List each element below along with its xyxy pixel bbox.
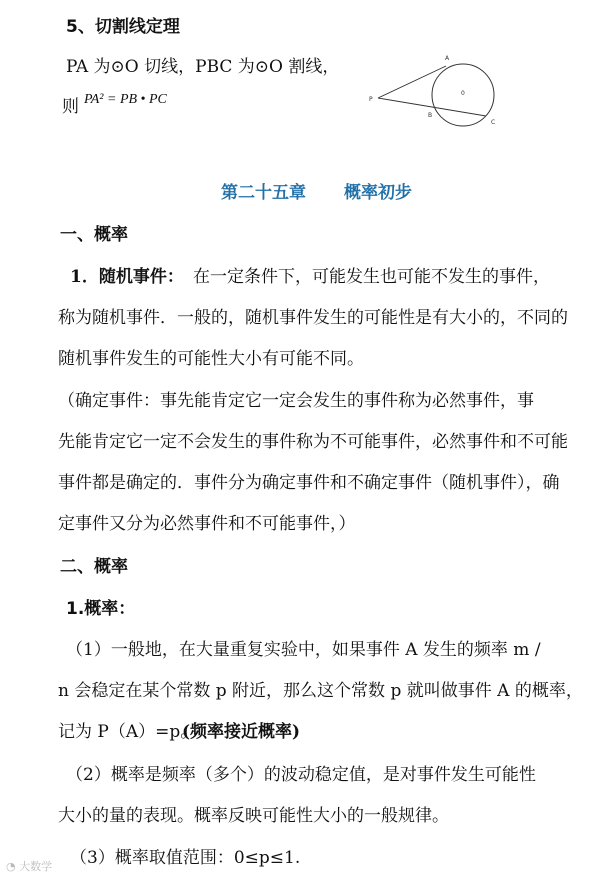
chapter-number: 第二十五章 [221,183,306,203]
label-p: P [369,96,373,103]
section2-heading: 二、概率 [60,557,128,577]
label-b: B [428,112,433,119]
secant-tangent-diagram [360,40,520,140]
theorem-then: 则 [62,97,79,117]
theorem-statement: PA 为⊙O 切线，PBC 为⊙O 割线， [66,57,340,77]
theorem-formula: PA² = PB • PC [84,92,167,107]
random-event-label: 1．随机事件： [70,267,184,287]
theorem-heading: 5、切割线定理 [66,17,180,37]
note-line-3: 事件都是确定的．事件分为确定事件和不确定事件（随机事件），确 [58,473,560,493]
definition-line-1: （1）一般地，在大量重复实验中，如果事件 A 发生的频率 m / [66,640,541,660]
tangent-pa [378,66,446,98]
note-line-2: 先能肯定它一定不会发生的事件称为不可能事件，必然事件和不可能 [58,432,568,452]
note-line-4: 定事件又分为必然事件和不可能事件，） [58,514,356,534]
frequency-note: (频率接近概率) [182,722,301,742]
probability-subheading: 1.概率： [66,599,136,619]
section1-heading: 一、概率 [60,225,128,245]
random-event-line-3: 随机事件发生的可能性大小有可能不同。 [58,349,364,369]
range-line: （3）概率取值范围：0≤p≤1. [70,848,301,868]
stability-line-1: （2）概率是频率（多个）的波动稳定值，是对事件发生可能性 [66,765,536,785]
definition-line-3: 记为 P（A）=p。 [58,722,198,742]
definition-line-2: n 会稳定在某个常数 p 附近，那么这个常数 p 就叫做事件 A 的概率， [58,681,583,701]
note-line-1: （确定事件：事先能肯定它一定会发生的事件称为必然事件，事 [58,391,534,411]
watermark-logo-icon: ◔ [6,860,16,873]
chapter-title: 概率初步 [344,183,412,203]
watermark-text: 大数学 [19,860,53,873]
stability-line-2: 大小的量的表现。概率反映可能性大小的一般规律。 [58,806,449,826]
label-a: A [445,55,450,62]
label-o: 0 [461,90,465,97]
label-c: C [491,119,496,126]
random-event-line-2: 称为随机事件．一般的，随机事件发生的可能性是有大小的，不同的 [58,308,568,328]
random-event-line-1: 在一定条件下，可能发生也可能不发生的事件， [193,267,550,287]
watermark [6,858,52,874]
